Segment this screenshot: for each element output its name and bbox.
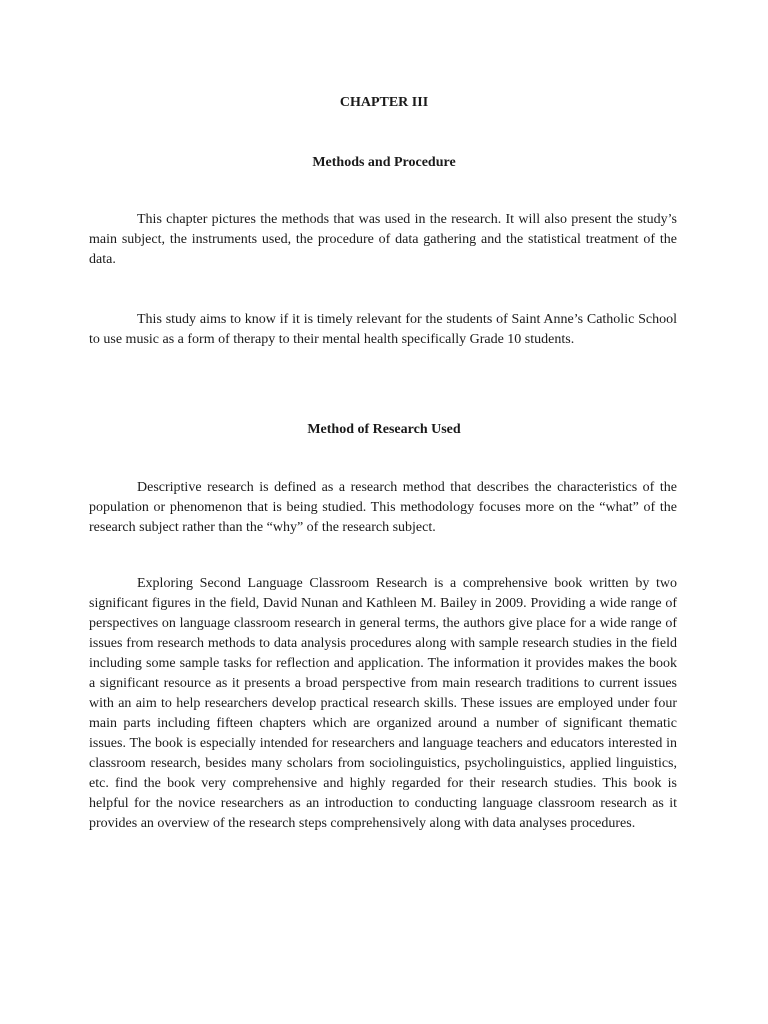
section-title-methods: Methods and Procedure <box>312 155 456 170</box>
paragraph-intro: This chapter pictures the methods that was used in the research. It will also present the study’s main subject, the instruments used, the procedure of data gathering and the statistical treatment of the data. <box>89 212 677 267</box>
paragraph-descriptive-research: Descriptive research is defined as a research method that describes the characteristics of the population or phenomenon that is being studied. This methodology focuses more on the “what” of the research subject rather than the “why” of the research subject. <box>89 480 677 535</box>
paragraph-book-review: Exploring Second Language Classroom Research is a comprehensive book written by two significant figures in the field, David Nunan and Kathleen M. Bailey in 2009. Providing a wide range of perspectives on language classroom research in general terms, the authors give place for a wide range of issues from research methods to data analysis procedures along with sample research studies in the field including some sample tasks for reflection and application. The information it provides makes the book a significant resource as it presents a broad perspective from main research traditions to current issues with an aim to help researchers develop practical research skills. These issues are employed under four main parts including fifteen chapters which are organized around a number of significant thematic issues. The book is especially intended for researchers and language teachers and educators interested in classroom research, besides many scholars from sociolinguistics, psycholinguistics, applied linguistics, etc. find the book very comprehensive and highly regarded for their research studies. This book is helpful for the novice researchers as an introduction to conducting language classroom research as it provides an overview of the research steps comprehensively along with data analyses procedures. <box>89 576 677 831</box>
section-title-research-method: Method of Research Used <box>307 422 461 437</box>
paragraph-study-aim: This study aims to know if it is timely relevant for the students of Saint Anne’s Catholic School to use music as a form of therapy to their mental health specifically Grade 10 students. <box>89 312 677 347</box>
chapter-title: CHAPTER III <box>339 95 429 110</box>
